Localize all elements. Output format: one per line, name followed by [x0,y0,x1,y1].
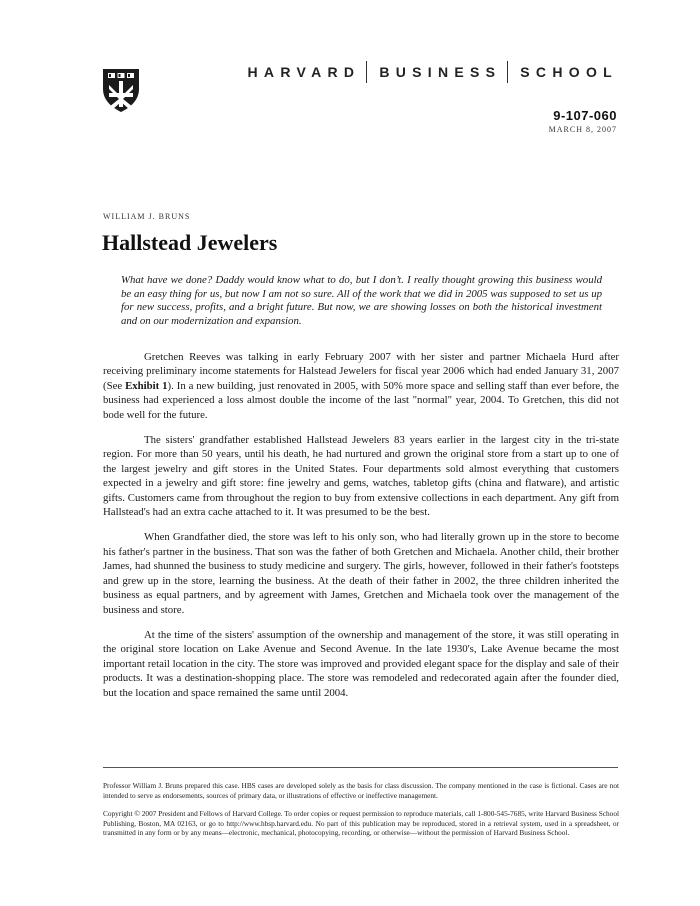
school-wordmark [200,62,618,82]
wordmark-divider [366,61,367,83]
paragraph-text: ). In a new building, just renovated in 2005, with 50% more space and selling staff than ever before, the business had experienced a loss almost double the income of the last "normal" year, 2004. To Gretchen, this did not bode well for the future. [103,379,619,421]
case-disclaimer: Professor William J. Bruns prepared this case. HBS cases are developed solely as the basis for class discussion. The company mentioned in the case is fictional. Cases are not intended to serve as endorsements, sources of primary data, or illustrations of effective or ineffective management. [103,781,619,800]
body-paragraph [103,350,619,422]
copyright-notice: Copyright © 2007 President and Fellows of Harvard College. To order copies or request permission to reproduce materials, call 1-800-545-7685, write Harvard Business School Publishing, Boston, MA 02163, or go to http://www.hbsp.harvard.edu. No part of this publication may be reproduced, stored in a retrieval system, used in a spreadsheet, or transmitted in any form or by any means—electronic, mechanical, photocopying, recording, or otherwise—without the permission of Harvard Business School. [103,809,619,838]
case-number: 9-107-060 [553,108,617,123]
page-title: Hallstead Jewelers [102,230,278,255]
wordmark-divider [507,61,508,83]
epigraph-quote: What have we done? Daddy would know what to do, but I don’t. I really thought growing this business would be an easy thing for us, but now I am not so sure. All of the work that we did in 2005 was supposed to set us up for new success, profits, and a bright future. But now, we are showing losses on both the historical investment and on our modernization and expansion. [121,274,602,327]
exhibit-reference: Exhibit 1 [125,379,168,392]
body-paragraph: When Grandfather died, the store was left to his only son, who had literally grown up in the store to become his father's partner in the business. That son was the father of both Gretchen and Michaela. Another child, their brother James, had shunned the business to study medicine and surgery. The girls, however, followed in their father's footsteps and grew up in the store, learning the business. At the death of their father in 2002, the three children inherited the business as equal partners, and by agreement with James, Gretchen and Michaela took over the management of the business and store. [103,531,619,616]
author-name: WILLIAM J. BRUNS [103,212,191,221]
wordmark-business: BUSINESS [379,64,502,80]
wordmark-harvard: HARVARD [247,64,361,80]
body-paragraph: At the time of the sisters' assumption of the ownership and management of the store, it was still operating in the original store location on Lake Avenue and Second Avenue. In the late 1930's, Lake Avenue became the most important retail location in the city. The store was improved and provided elegant space for the display and sale of their products. It was a destination-shopping place. The store was remodeled and redecorated again after the founder died, but the location and space remained the same until 2004. [103,628,619,699]
case-date: MARCH 8, 2007 [548,125,617,134]
footnote-divider [103,767,618,768]
paragraph-text: Gretchen Reeves was talking in early February 2007 with her sister and partner Michaela Hurd after receiving preliminary income statements for Halstead Jewelers for fiscal year 2006 which had ended January 31, 2007 (See [103,351,619,392]
case-body [103,350,619,711]
body-paragraph: The sisters' grandfather established Hallstead Jewelers 83 years earlier in the largest city in the tri-state region. For more than 50 years, until his death, he had nurtured and grown the original store from a start up to one of the largest jewelry and gift stores in the United States. Four departments sold almost everything that customers expected in a jewelry and gift store: fine jewelry and gems, watches, tabletop gifts (china and flatware), and artistic gifts. Customers came from throughout the region to buy from extensive collections in each department. Any gift from Hallstead's had an extra cache attached to it. It was presumed to be the best. [103,434,619,519]
harvard-shield-icon [101,67,141,113]
wordmark-school: SCHOOL [520,64,618,80]
